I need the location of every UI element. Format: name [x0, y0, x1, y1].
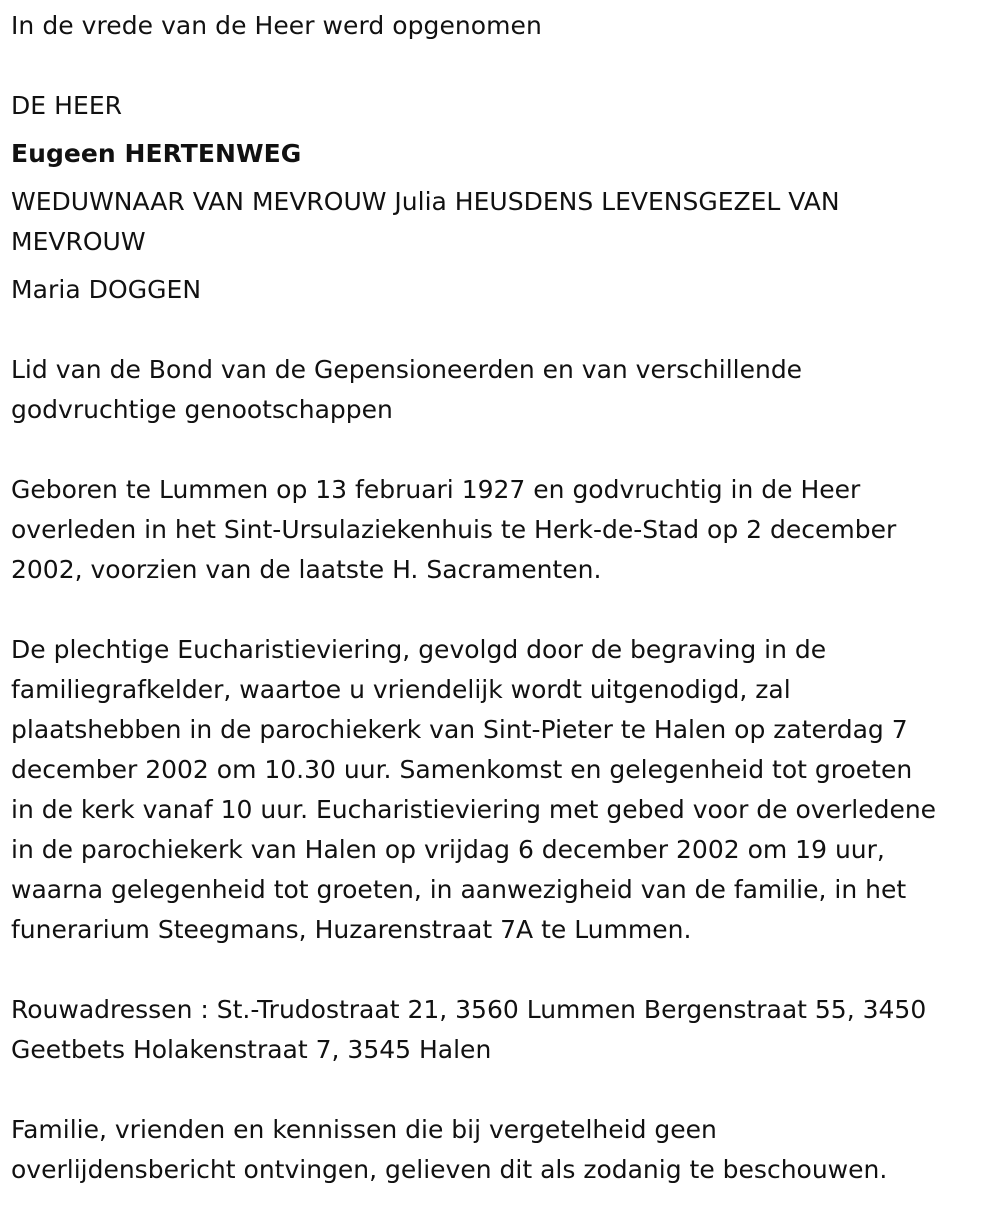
closing-paragraph [11, 1110, 887, 1190]
addresses-paragraph [11, 990, 926, 1070]
membership-line: godvruchtige genootschappen [11, 395, 393, 424]
closing-line: overlijdensbericht ontvingen, gelieven dit als zodanig te beschouwen. [11, 1155, 888, 1184]
birth-death-line: 2002, voorzien van de laatste H. Sacramenten. [11, 555, 602, 584]
relation-paragraph [11, 182, 840, 262]
ceremony-line: december 2002 om 10.30 uur. Samenkomst en gelegenheid tot groeten [11, 755, 913, 784]
closing-line: Familie, vrienden en kennissen die bij vergetelheid geen [11, 1115, 717, 1144]
ceremony-paragraph [11, 630, 936, 950]
title-prefix: DE HEER [11, 91, 123, 120]
relation-line: WEDUWNAAR VAN MEVROUW Julia HEUSDENS LEVENSGEZEL VAN [11, 187, 840, 216]
birth-death-paragraph [11, 470, 896, 590]
ceremony-line: familiegrafkelder, waartoe u vriendelijk wordt uitgenodigd, zal [11, 675, 791, 704]
ceremony-line: funerarium Steegmans, Huzarenstraat 7A te Lummen. [11, 915, 692, 944]
membership-paragraph [11, 350, 802, 430]
ceremony-line: in de parochiekerk van Halen op vrijdag 6 december 2002 om 19 uur, [11, 835, 885, 864]
address-line: Geetbets Holakenstraat 7, 3545 Halen [11, 1035, 492, 1064]
address-line: Rouwadressen : St.-Trudostraat 21, 3560 Lummen Bergenstraat 55, 3450 [11, 995, 927, 1024]
ceremony-line: waarna gelegenheid tot groeten, in aanwezigheid van de familie, in het [11, 875, 907, 904]
deceased-name: Eugeen HERTENWEG [11, 139, 302, 168]
birth-death-line: Geboren te Lummen op 13 februari 1927 en godvruchtig in de Heer [11, 475, 861, 504]
relation-line: MEVROUW [11, 227, 146, 256]
ceremony-line: De plechtige Eucharistieviering, gevolgd door de begraving in de [11, 635, 827, 664]
membership-line: Lid van de Bond van de Gepensioneerden en van verschillende [11, 355, 803, 384]
partner-name: Maria DOGGEN [11, 275, 202, 304]
ceremony-line: plaatshebben in de parochiekerk van Sint-Pieter te Halen op zaterdag 7 [11, 715, 908, 744]
birth-death-line: overleden in het Sint-Ursulaziekenhuis te Herk-de-Stad op 2 december [11, 515, 897, 544]
ceremony-line: in de kerk vanaf 10 uur. Eucharistieviering met gebed voor de overledene [11, 795, 937, 824]
intro-line: In de vrede van de Heer werd opgenomen [11, 11, 542, 40]
